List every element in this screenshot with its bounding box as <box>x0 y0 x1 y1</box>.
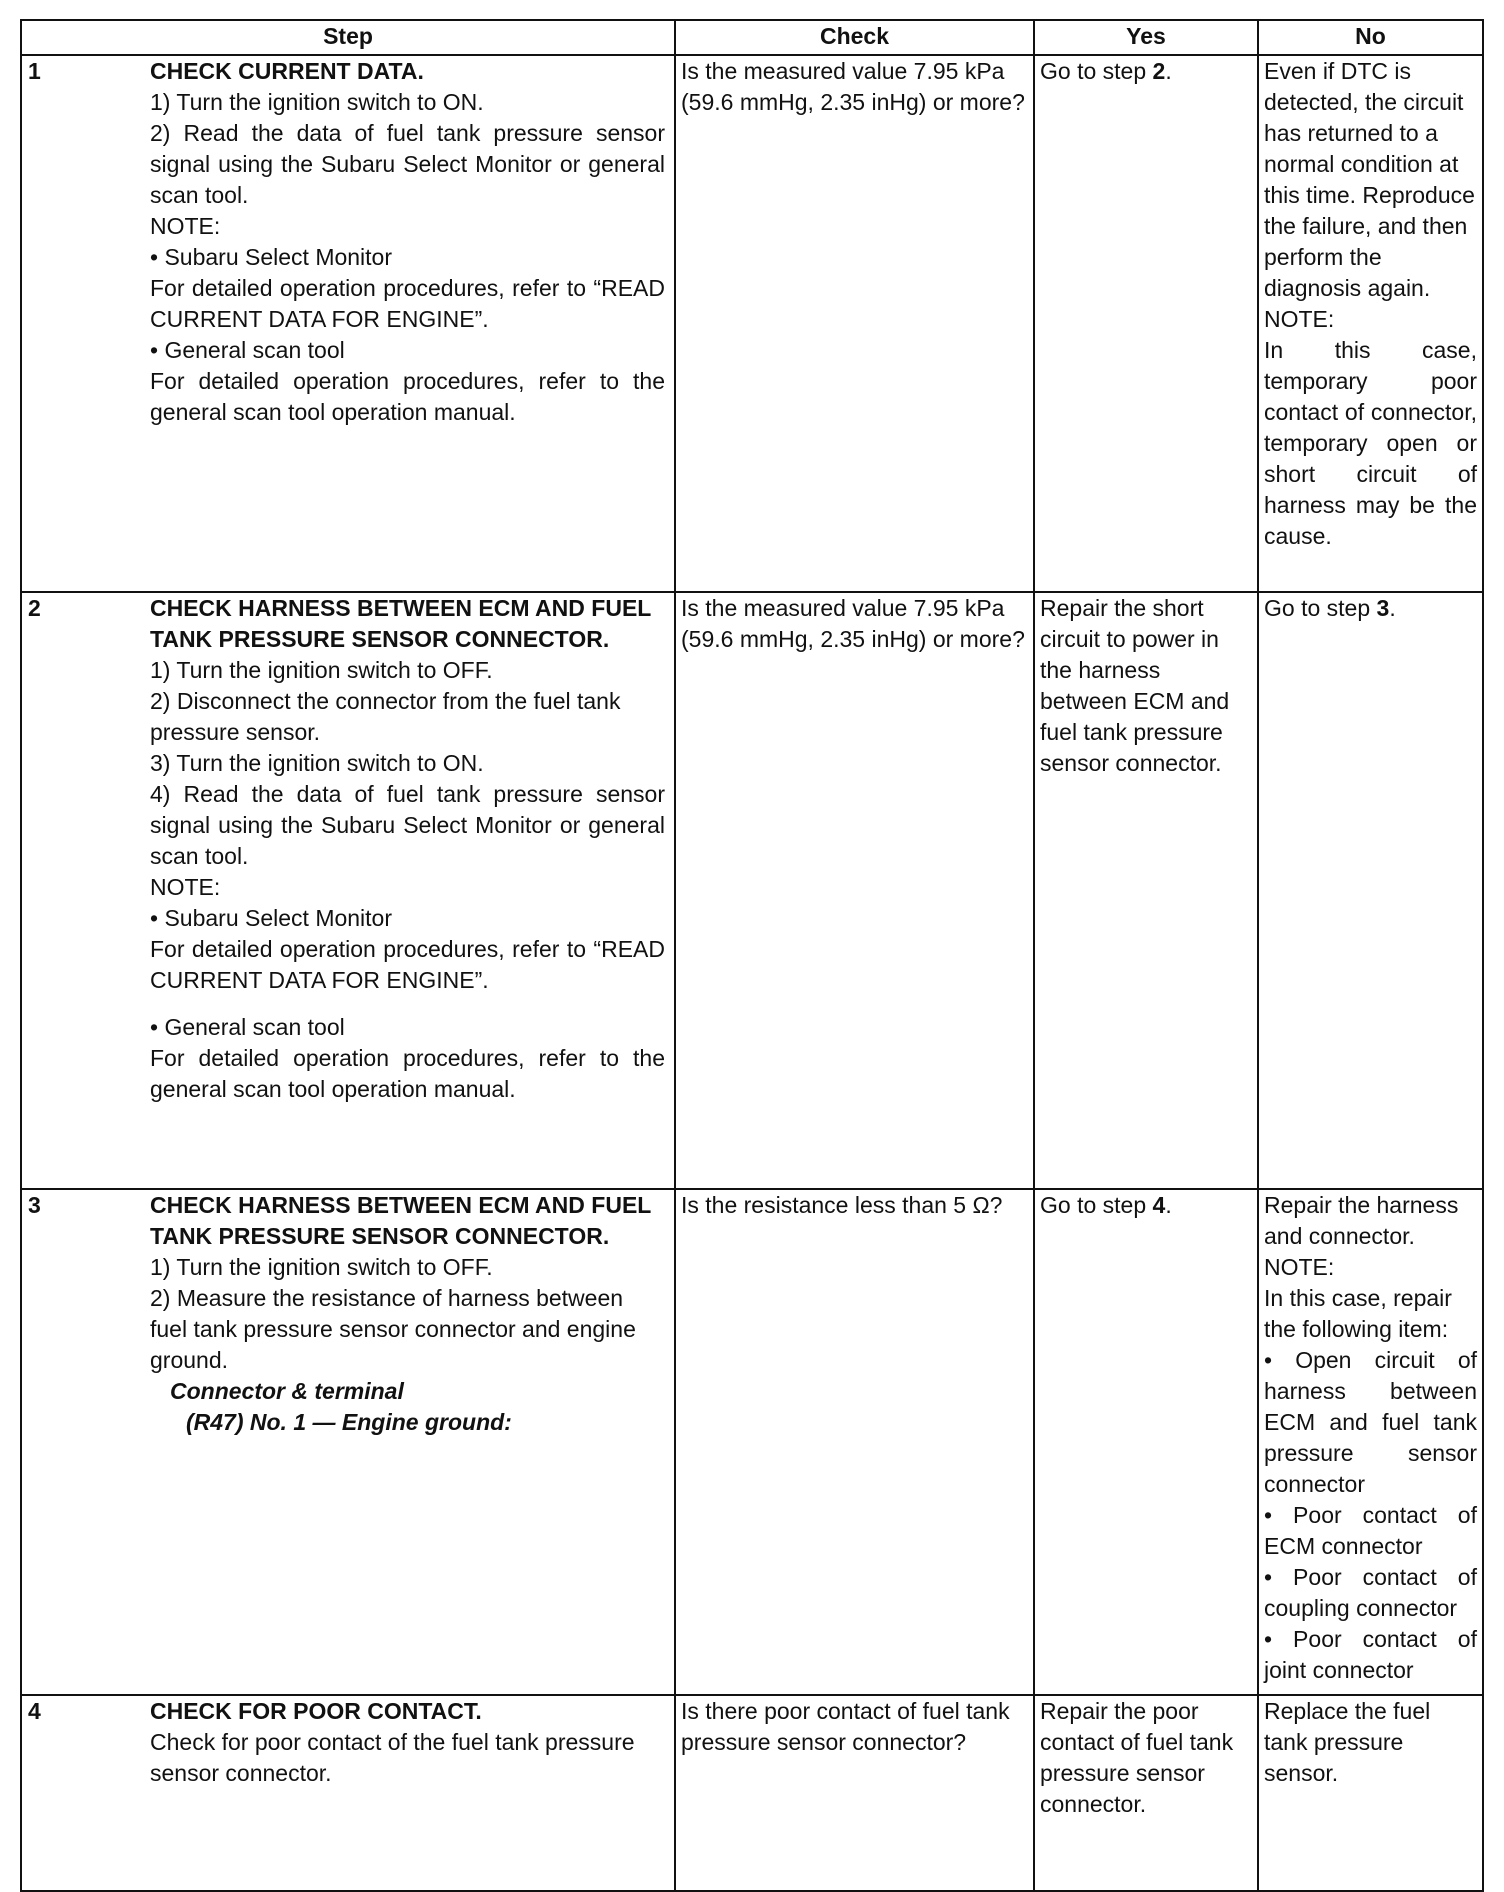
check-cell <box>675 592 1034 1189</box>
diagnosis-table <box>20 19 1484 1892</box>
no-cell <box>1258 1189 1483 1695</box>
no-note-label: NOTE: <box>1264 306 1335 332</box>
step-line: • General scan tool <box>150 337 345 363</box>
step-title: CHECK HARNESS BETWEEN ECM AND FUEL TANK PRESSURE SENSOR CONNECTOR. <box>150 595 651 652</box>
no-note-text: In this case, repair the following item: <box>1264 1285 1452 1342</box>
yes-prefix: Go to step <box>1040 1192 1153 1218</box>
yes-suffix: . <box>1165 58 1172 84</box>
step-line: 2) Read the data of fuel tank pressure sensor signal using the Subaru Select Monitor or general scan tool. <box>150 120 665 208</box>
no-cell <box>1258 592 1483 1189</box>
step-number: 3 <box>28 1192 41 1218</box>
step-title: CHECK CURRENT DATA. <box>150 58 424 84</box>
check-text: Is the resistance less than 5 Ω? <box>681 1192 1003 1218</box>
yes-step-ref: 4 <box>1152 1192 1166 1218</box>
yes-suffix: . <box>1165 1192 1172 1218</box>
no-list-item: • Poor contact of joint connector <box>1264 1626 1477 1683</box>
no-text: Repair the harness and connector. <box>1264 1192 1459 1249</box>
step-line: For detailed operation procedures, refer to “READ CURRENT DATA FOR ENGINE”. <box>150 936 665 993</box>
no-list-item: • Poor contact of coupling connector <box>1264 1564 1477 1621</box>
step-title: CHECK FOR POOR CONTACT. <box>150 1698 482 1724</box>
no-prefix: Go to step <box>1264 595 1377 621</box>
yes-cell <box>1034 55 1258 592</box>
note-label: NOTE: <box>150 874 221 900</box>
step-cell <box>21 1189 675 1695</box>
no-cell <box>1258 1695 1483 1891</box>
header-check: Check <box>675 20 1034 55</box>
check-text: Is the measured value 7.95 kPa (59.6 mmHg, 2.35 inHg) or more? <box>681 58 1025 115</box>
header-row <box>21 20 1483 55</box>
no-note-label: NOTE: <box>1264 1254 1335 1280</box>
step-cell <box>21 592 675 1189</box>
yes-cell <box>1034 1189 1258 1695</box>
check-cell <box>675 1695 1034 1891</box>
step-title: CHECK HARNESS BETWEEN ECM AND FUEL TANK PRESSURE SENSOR CONNECTOR. <box>150 1192 651 1249</box>
step-line: 1) Turn the ignition switch to ON. <box>150 89 484 115</box>
step-line: • Subaru Select Monitor <box>150 244 393 270</box>
step-cell <box>21 1695 675 1891</box>
step-line: 3) Turn the ignition switch to ON. <box>150 750 484 776</box>
yes-cell <box>1034 592 1258 1189</box>
step-line: For detailed operation procedures, refer to “READ CURRENT DATA FOR ENGINE”. <box>150 275 665 332</box>
yes-prefix: Go to step <box>1040 58 1153 84</box>
no-list-item: • Poor contact of ECM connector <box>1264 1502 1477 1559</box>
no-text: Even if DTC is detected, the circuit has returned to a normal condition at this time. Reproduce the failure, and then perform the diagnosis again. <box>1264 58 1475 301</box>
step-body <box>150 56 669 428</box>
no-list-item: • Open circuit of harness between ECM and fuel tank pressure sensor connector <box>1264 1347 1477 1497</box>
step-line: • General scan tool <box>150 1014 345 1040</box>
check-cell <box>675 1189 1034 1695</box>
no-step-ref: 3 <box>1376 595 1390 621</box>
step-line: 4) Read the data of fuel tank pressure sensor signal using the Subaru Select Monitor or general scan tool. <box>150 781 665 869</box>
header-step: Step <box>21 20 675 55</box>
table-row <box>21 55 1483 592</box>
no-text: Replace the fuel tank pressure sensor. <box>1264 1698 1431 1786</box>
step-line: 1) Turn the ignition switch to OFF. <box>150 1254 493 1280</box>
note-label: NOTE: <box>150 213 221 239</box>
step-number: 2 <box>28 595 41 621</box>
yes-text: Repair the poor contact of fuel tank pressure sensor connector. <box>1040 1698 1234 1817</box>
check-text: Is there poor contact of fuel tank pressure sensor connector? <box>681 1698 1010 1755</box>
yes-step-ref: 2 <box>1152 58 1166 84</box>
table-row <box>21 1695 1483 1891</box>
step-line: 2) Disconnect the connector from the fuel tank pressure sensor. <box>150 688 621 745</box>
step-line: Check for poor contact of the fuel tank pressure sensor connector. <box>150 1729 635 1786</box>
connector-label: Connector & terminal <box>170 1378 404 1404</box>
no-note-text: In this case, temporary poor contact of connector, temporary open or short circuit of harness may be the cause. <box>1264 337 1477 549</box>
header-yes: Yes <box>1034 20 1258 55</box>
check-text: Is the measured value 7.95 kPa (59.6 mmHg, 2.35 inHg) or more? <box>681 595 1025 652</box>
spacer <box>150 996 665 1012</box>
step-line: For detailed operation procedures, refer to the general scan tool operation manual. <box>150 1045 665 1102</box>
step-number: 1 <box>28 58 41 84</box>
step-line: 1) Turn the ignition switch to OFF. <box>150 657 493 683</box>
step-number: 4 <box>28 1698 41 1724</box>
no-suffix: . <box>1389 595 1396 621</box>
yes-cell <box>1034 1695 1258 1891</box>
step-line: 2) Measure the resistance of harness between fuel tank pressure sensor connector and engine ground. <box>150 1285 636 1373</box>
table-row <box>21 592 1483 1189</box>
table-row <box>21 1189 1483 1695</box>
yes-text: Repair the short circuit to power in the harness between ECM and fuel tank pressure sensor connector. <box>1040 595 1230 776</box>
no-cell <box>1258 55 1483 592</box>
step-body <box>150 593 669 1105</box>
check-cell <box>675 55 1034 592</box>
step-line: • Subaru Select Monitor <box>150 905 393 931</box>
step-body <box>150 1190 669 1438</box>
header-no: No <box>1258 20 1483 55</box>
connector-value: (R47) No. 1 — Engine ground: <box>186 1409 512 1435</box>
step-cell <box>21 55 675 592</box>
step-body <box>150 1696 669 1789</box>
step-line: For detailed operation procedures, refer to the general scan tool operation manual. <box>150 368 665 425</box>
